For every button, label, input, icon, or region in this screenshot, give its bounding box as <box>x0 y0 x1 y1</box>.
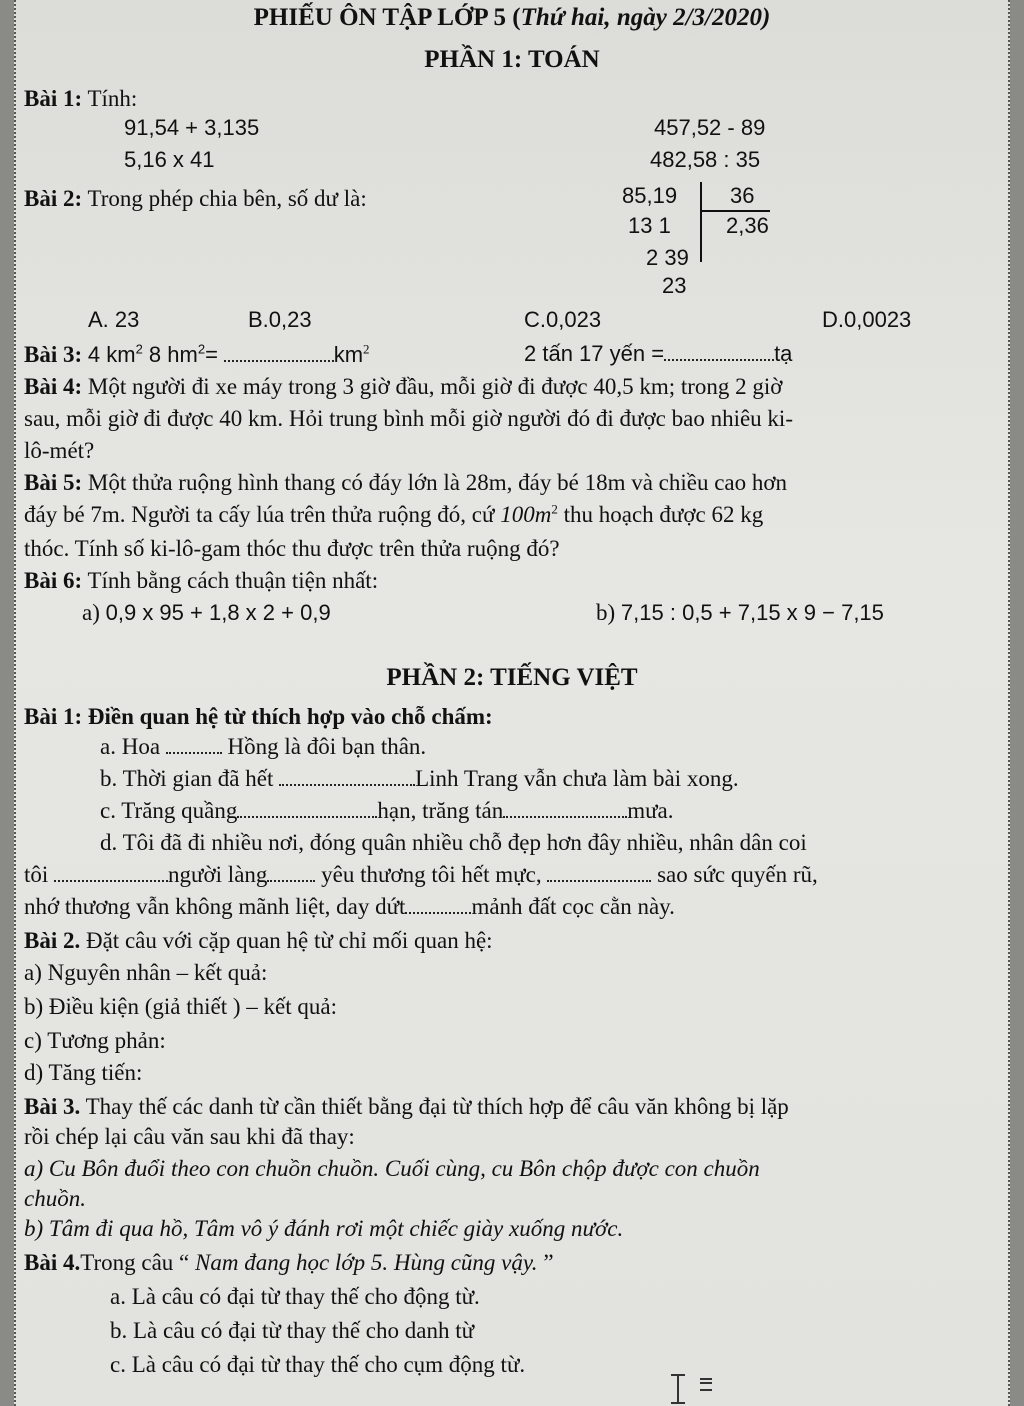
p2-bai1-blank-d2[interactable] <box>267 864 315 882</box>
p1-bai1-label: Bài 1: <box>24 86 83 111</box>
p1-bai6-b-expr: 7,15 : 0,5 + 7,15 x 9 − 7,15 <box>620 600 884 625</box>
p1-bai4-line1 <box>24 374 782 399</box>
division-horizontal-line <box>700 210 770 212</box>
p1-bai1-expr-2: 457,52 - 89 <box>654 115 766 140</box>
p1-bai6 <box>24 568 378 593</box>
p2-bai1-c3: mưa. <box>627 798 674 823</box>
p1-bai1-expr-1: 91,54 + 3,135 <box>124 115 260 140</box>
p1-bai2-label: Bài 2: <box>24 186 83 211</box>
p2-bai1-d1: d. Tôi đã đi nhiều nơi, đóng quân nhiều chỗ đẹp hơn đây nhiều, nhân dân coi <box>100 830 807 855</box>
p1-bai6-b <box>596 600 884 625</box>
p1-bai5-sq: 2 <box>551 501 558 517</box>
p1-bai2-option-d: D.0,0023 <box>822 307 912 332</box>
p2-bai1-d2c: yêu thương tôi hết mực, <box>321 862 542 887</box>
p1-bai2-option-b: B.0,23 <box>248 307 312 332</box>
p2-bai3-a2: chuồn. <box>24 1186 86 1211</box>
p1-bai3-sq-1: 2 <box>135 341 143 357</box>
p2-bai1-d2d: sao sức quyến rũ, <box>657 862 818 887</box>
p2-bai1-b <box>100 766 739 791</box>
p2-bai4-c: c. Là câu có đại từ thay thế cho cụm động từ. <box>110 1352 526 1377</box>
part2-heading: PHẦN 2: TIẾNG VIỆT <box>386 664 638 691</box>
p2-bai1-b2: Linh Trang vẫn chưa làm bài xong. <box>415 766 739 791</box>
p1-bai6-label: Bài 6: <box>24 568 83 593</box>
p2-bai1-a <box>100 734 426 759</box>
p2-bai1-blank-d4[interactable] <box>405 896 471 914</box>
p1-bai5-area: 100m <box>500 502 552 527</box>
p1-bai6-b-label: b) <box>596 600 616 625</box>
p2-bai3-line1-text: Thay thế các danh từ cần thiết bằng đại từ thích hợp để câu văn không bị lặp <box>85 1094 789 1119</box>
p2-bai1-d3a: nhớ thương vẫn không mãnh liệt, day dứt <box>24 894 406 919</box>
p1-bai1 <box>24 86 137 111</box>
p2-bai3-line2: rồi chép lại câu văn sau khi đã thay: <box>24 1124 355 1149</box>
part1-heading: PHẦN 1: TOÁN <box>424 46 600 73</box>
p1-bai4-line1-text: Một người đi xe máy trong 3 giờ đầu, mỗi giờ đi được 40,5 km; trong 2 giờ <box>87 374 783 399</box>
p1-bai5-line3: thóc. Tính số ki-lô-gam thóc thu được trên thửa ruộng đó? <box>24 536 560 561</box>
p1-bai2-option-c: C.0,023 <box>524 307 602 332</box>
p2-bai1-a1: a. Hoa <box>100 734 161 759</box>
p2-bai1-blank-b[interactable] <box>279 768 415 786</box>
p2-bai1-blank-d3[interactable] <box>547 864 651 882</box>
p1-bai1-expr-3: 5,16 x 41 <box>124 147 215 172</box>
p1-bai6-a-expr: 0,9 x 95 + 1,8 x 2 + 0,9 <box>105 600 331 625</box>
p1-bai3-blank-2[interactable] <box>664 343 774 361</box>
p2-bai2-c: c) Tương phản: <box>24 1028 166 1053</box>
p2-bai2-a: a) Nguyên nhân – kết quả: <box>24 960 268 985</box>
p2-bai3-a1: a) Cu Bôn đuổi theo con chuồn chuồn. Cuối cùng, cu Bôn chộp được con chuồn <box>24 1156 760 1181</box>
p1-bai3-sq-3: 2 <box>363 341 370 357</box>
p1-bai6-a-label: a) <box>82 600 100 625</box>
division-dividend: 85,19 <box>622 183 678 208</box>
p1-bai5-line2c: thu hoạch được 62 kg <box>557 502 764 527</box>
p2-bai2-label: Bài 2. <box>24 928 81 953</box>
p1-bai5-line1 <box>24 470 787 495</box>
p2-bai1-d2b: người làng <box>168 862 268 887</box>
p2-bai4-quote: Nam đang học lớp 5. Hùng cũng vậy. <box>195 1250 538 1275</box>
p1-bai3 <box>24 342 370 367</box>
p2-bai1-c1: c. Trăng quầng <box>100 798 238 823</box>
p2-bai1-c <box>100 798 674 823</box>
p1-bai3-q2 <box>524 342 792 366</box>
p1-bai3-q2-text: 2 tấn 17 yến = <box>524 341 665 366</box>
p1-bai6-text: Tính bằng cách thuận tiện nhất: <box>87 568 379 593</box>
p2-bai1-blank-a[interactable] <box>166 736 222 754</box>
division-vertical-line <box>700 182 702 262</box>
p2-bai1-blank-c1[interactable] <box>237 800 377 818</box>
p1-bai3-eq: = <box>205 342 218 367</box>
p2-bai1-d3b: mảnh đất cọc cằn này. <box>471 894 675 919</box>
p2-bai3-line1 <box>24 1094 789 1119</box>
p1-bai4-line3: lô-mét? <box>24 438 95 463</box>
p2-bai1-b1: b. Thời gian đã hết <box>100 766 274 791</box>
division-remainder-2: 2 39 <box>646 245 689 270</box>
p2-bai1-c2: hạn, trăng tán <box>377 798 504 823</box>
p2-bai1-d3 <box>24 894 675 919</box>
p2-bai2-b: b) Điều kiện (giả thiết ) – kết quả: <box>24 994 337 1019</box>
p1-bai1-text: Tính: <box>87 86 138 111</box>
p1-bai5-label: Bài 5: <box>24 470 83 495</box>
text-lines-icon <box>700 1378 712 1391</box>
division-remainder-3: 23 <box>662 273 687 298</box>
p1-bai3-sq-2: 2 <box>197 341 206 357</box>
p1-bai3-label: Bài 3: <box>24 342 83 367</box>
p2-bai4-b: b. Là câu có đại từ thay thế cho danh từ <box>110 1318 475 1343</box>
p1-bai3-blank-1[interactable] <box>224 344 334 362</box>
division-divisor: 36 <box>730 183 755 208</box>
division-quotient: 2,36 <box>726 213 769 238</box>
p1-bai3-q1-hm: 8 hm <box>142 342 198 367</box>
p2-bai1-d2a: tôi <box>24 862 49 887</box>
p1-bai5-line1-text: Một thửa ruộng hình thang có đáy lớn là 28m, đáy bé 18m và chiều cao hơn <box>87 470 788 495</box>
p2-bai2-text: Đặt câu với cặp quan hệ từ chỉ mối quan hệ: <box>85 928 493 953</box>
p2-bai1-text: Điền quan hệ từ thích hợp vào chỗ chấm: <box>87 704 493 729</box>
p2-bai1-blank-c2[interactable] <box>503 800 627 818</box>
title-text: PHIẾU ÔN TẬP LỚP 5 ( <box>253 4 521 31</box>
p1-bai2-text: Trong phép chia bên, số dư là: <box>87 186 367 211</box>
p2-bai4-text-pre: Trong câu “ <box>80 1250 196 1275</box>
p2-bai4-label: Bài 4. <box>24 1250 81 1275</box>
p1-bai4-line2: sau, mỗi giờ đi được 40 km. Hỏi trung bình mỗi giờ người đó đi được bao nhiêu ki- <box>24 406 793 431</box>
p1-bai3-q2-unit: tạ <box>774 341 793 366</box>
p2-bai1-blank-d1[interactable] <box>54 864 168 882</box>
p1-bai3-unit: km <box>333 342 364 367</box>
p2-bai4 <box>24 1250 554 1275</box>
worksheet-title <box>16 4 1008 32</box>
p1-bai6-a <box>82 600 331 625</box>
p2-bai1-d2 <box>24 862 818 887</box>
p2-bai3-b: b) Tâm đi qua hồ, Tâm vô ý đánh rơi một chiếc giày xuống nước. <box>24 1216 624 1241</box>
worksheet-page <box>14 0 1010 1406</box>
p1-bai5-line2a: đáy bé 7m. Người ta cấy lúa trên thửa ruộng đó, cứ <box>24 502 501 527</box>
p2-bai4-text-post: ” <box>537 1250 554 1275</box>
p1-bai1-expr-4: 482,58 : 35 <box>650 147 761 172</box>
p1-bai2-option-a: A. 23 <box>88 307 140 332</box>
p2-bai3-label: Bài 3. <box>24 1094 81 1119</box>
p1-bai3-q1-km: 4 km <box>87 342 136 367</box>
division-remainder-1: 13 1 <box>628 213 671 238</box>
p2-bai4-a: a. Là câu có đại từ thay thế cho động từ. <box>110 1284 480 1309</box>
p2-bai1-a2: Hồng là đôi bạn thân. <box>227 734 427 759</box>
p2-bai2-d: d) Tăng tiến: <box>24 1060 143 1085</box>
text-cursor-icon <box>671 1374 685 1404</box>
p2-bai2 <box>24 928 493 953</box>
p1-bai5-line2 <box>24 502 763 527</box>
p1-bai4-label: Bài 4: <box>24 374 83 399</box>
p2-bai1 <box>24 704 493 729</box>
title-date: Thứ hai, ngày 2/3/2020) <box>520 4 771 31</box>
p2-bai1-label: Bài 1: <box>24 704 83 729</box>
p1-bai2 <box>24 186 367 211</box>
